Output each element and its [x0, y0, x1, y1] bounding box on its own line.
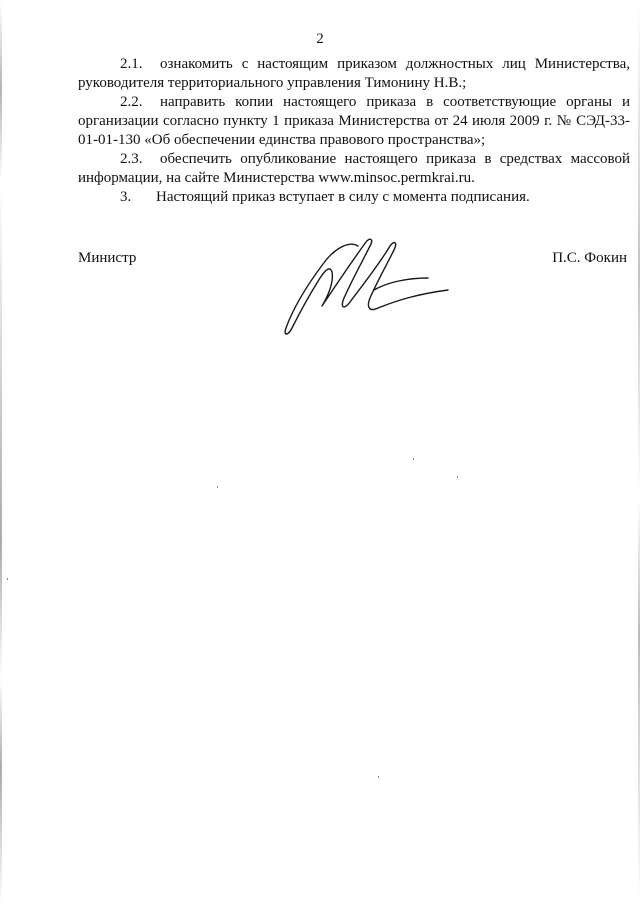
- scan-edge-left: [0, 0, 2, 905]
- handwritten-signature: [278, 232, 458, 342]
- item-number: 3.: [120, 189, 132, 205]
- page-number: 2: [316, 31, 324, 47]
- list-item: [78, 93, 630, 150]
- scan-speck: [7, 578, 8, 580]
- list-item: [78, 55, 630, 93]
- scan-speck: [217, 486, 218, 488]
- item-text: ознакомить с настоящим приказом должностных лиц Министерства, руководителя территориального управления Тимонину Н.В.;: [78, 56, 630, 91]
- signatory-title: Министр: [78, 250, 137, 266]
- scan-speck: [457, 476, 458, 478]
- list-item: [78, 150, 630, 188]
- item-number: 2.1.: [120, 56, 143, 72]
- list-item: [78, 188, 630, 207]
- signatory-name: П.С. Фокин: [552, 250, 627, 266]
- item-text: Настоящий приказ вступает в силу с момента подписания.: [156, 189, 530, 205]
- item-text: обеспечить опубликование настоящего приказа в средствах массовой информации, на сайте Министерства www.minsoc.permkrai.ru.: [78, 151, 630, 186]
- item-text: направить копии настоящего приказа в соответствующие органы и организации согласно пункту 1 приказа Министерства от 24 июля 2009 г. № СЭД-33-01-01-130 «Об обеспечении единства правового пространства»;: [78, 94, 630, 148]
- item-number: 2.2.: [120, 94, 143, 110]
- order-body: [78, 55, 630, 207]
- item-number: 2.3.: [120, 151, 143, 167]
- scan-speck: [378, 776, 379, 778]
- scan-speck: [413, 458, 414, 460]
